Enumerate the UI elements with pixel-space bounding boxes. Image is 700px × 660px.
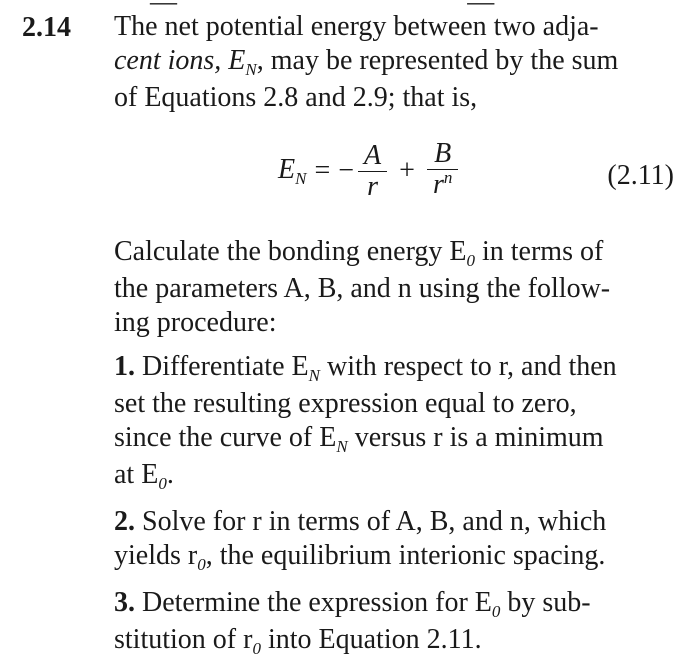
step-1-line-1: 1. Differentiate $E_N$ with respect to r, and then [114, 351, 617, 385]
fraction-a-over-r [358, 141, 387, 202]
equation-expression [278, 139, 462, 203]
fraction-b-over-rn [427, 139, 458, 203]
step-1-line-2: set the resulting expression equal to zero, [114, 388, 577, 419]
step-2 [114, 505, 674, 576]
eq-lhs: $E_N$ [278, 153, 307, 188]
step-2-line-1: 2. Solve for r in terms of A, B, and n, which [114, 506, 607, 537]
step-1 [114, 350, 674, 495]
frac1-denominator: r [367, 170, 379, 202]
problem-body [114, 10, 674, 660]
step-1-line-3: since the curve of $E_N$ versus r is a minimum [114, 422, 604, 456]
intro-line-1: The net potential energy between two adja- [114, 11, 599, 42]
equation-number: (2.11) [607, 160, 674, 191]
intro-line-2: cent ions, $E_N$, may be represented by the sum [114, 45, 619, 79]
intro-line-3: of Equations 2.8 and 2.9; that is, [114, 82, 478, 113]
equation-2-11 [114, 121, 674, 221]
step-3 [114, 586, 674, 660]
cut-off-previous-text: — — [150, 0, 495, 16]
eq-equals: = [314, 155, 331, 186]
step-1-number: 1. [114, 351, 135, 382]
frac2-denominator: $r^n$ [432, 168, 453, 200]
frac1-numerator: A [364, 139, 382, 171]
task-line-1: Calculate the bonding energy $E_0$ in terms of [114, 236, 604, 270]
frac2-numerator: B [434, 138, 452, 169]
task-line-3: ing procedure: [114, 307, 277, 338]
step-3-number: 3. [114, 587, 135, 618]
problem-number: 2.14 [22, 12, 71, 43]
step-2-number: 2. [114, 506, 135, 537]
problem-2-14 [22, 10, 682, 660]
eq-plus: + [399, 155, 415, 186]
step-3-line-2: stitution of $r_0$ into Equation 2.11. [114, 624, 482, 658]
task-line-2: the parameters A, B, and n using the follow- [114, 273, 611, 304]
step-2-line-2: yields $r_0$, the equilibrium interionic spacing. [114, 540, 606, 574]
step-3-line-1: 3. Determine the expression for $E_0$ by sub- [114, 587, 591, 621]
eq-minus: − [338, 155, 355, 186]
step-1-line-4: at $E_0$. [114, 459, 174, 493]
